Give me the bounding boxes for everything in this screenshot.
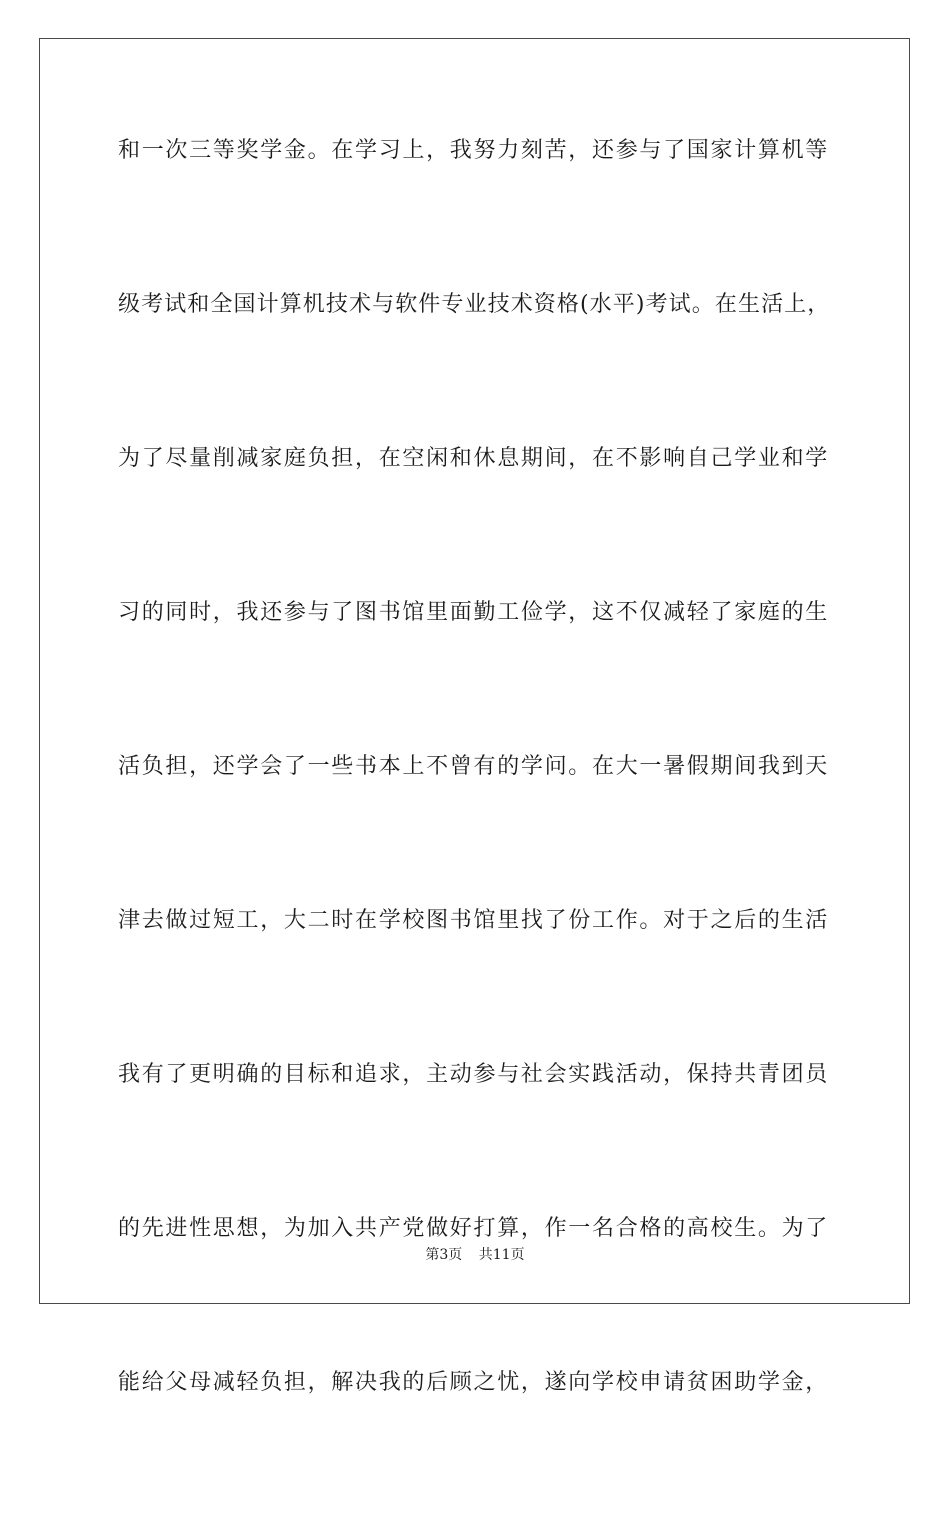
text-line: 和一次三等奖学金。在学习上，我努力刻苦，还参与了国家计算机等	[118, 138, 830, 163]
text-line: 级考试和全国计算机技术与软件专业技术资格(水平)考试。在生活上，	[118, 292, 831, 317]
text-line: 的先进性思想，为加入共产党做好打算，作一名合格的高校生。为了	[118, 1216, 830, 1241]
text-line: 能给父母减轻负担，解决我的后顾之忧，遂向学校申请贫困助学金，	[118, 1370, 830, 1395]
document-body	[118, 127, 834, 1513]
page-number: 第3页	[425, 1247, 463, 1263]
text-line: 为了尽量削减家庭负担，在空闲和休息期间，在不影响自己学业和学	[118, 446, 830, 471]
text-line: 活负担，还学会了一些书本上不曾有的学问。在大一暑假期间我到天	[118, 754, 830, 779]
page-total: 共11页	[478, 1247, 525, 1263]
text-line: 津去做过短工，大二时在学校图书馆里找了份工作。对于之后的生活	[118, 908, 830, 933]
text-line: 习的同时，我还参与了图书馆里面勤工俭学，这不仅减轻了家庭的生	[118, 600, 830, 625]
page-footer	[0, 1245, 950, 1265]
text-line: 我有了更明确的目标和追求，主动参与社会实践活动，保持共青团员	[118, 1062, 830, 1087]
